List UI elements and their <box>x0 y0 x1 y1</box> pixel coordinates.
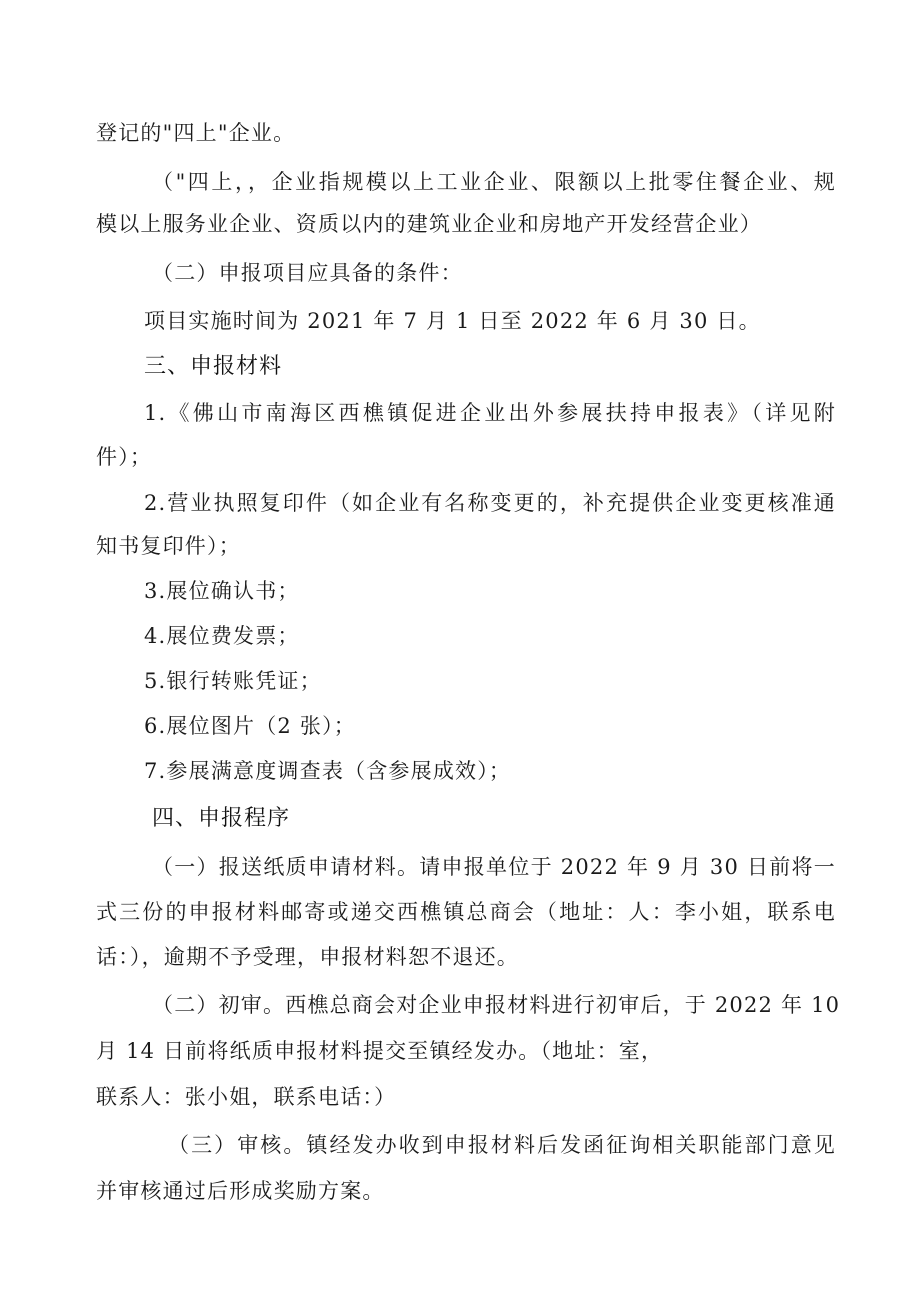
list-item: 4.展位费发票； <box>144 624 300 648</box>
list-item: 6.展位图片（2 张）； <box>144 714 356 738</box>
list-item: 2.营业执照复印件（如企业有名称变更的，补充提供企业变更核准通 <box>144 491 836 515</box>
subheading: （二）申报项目应具备的条件： <box>152 261 463 285</box>
paragraph-line: 项目实施时间为 2021 年 7 月 1 日至 2022 年 6 月 30 日。 <box>144 309 761 333</box>
paragraph-line: 话：），逾期不予受理，申报材料恕不退还。 <box>96 945 519 969</box>
paragraph-line: （"四上，，企业指规模以上工业企业、限额以上批零住餐企业、规 <box>152 170 836 194</box>
paragraph-line: 式三份的申报材料邮寄或递交西樵镇总商会（地址：人：李小姐，联系电 <box>96 900 836 924</box>
list-item: 3.展位确认书； <box>144 579 300 603</box>
list-item: 5.银行转账凭证； <box>144 669 322 693</box>
list-item: 1.《佛山市南海区西樵镇促进企业出外参展扶持申报表》（详见附 <box>144 401 836 425</box>
section-heading: 三、申报材料 <box>144 354 283 379</box>
paragraph-line: 模以上服务业企业、资质以内的建筑业企业和房地产开发经营企业） <box>96 212 762 236</box>
list-item: 7.参展满意度调查表（含参展成效）； <box>144 759 512 783</box>
paragraph-line: （二）初审。西樵总商会对企业申报材料进行初审后，于 2022 年 10 <box>152 993 841 1017</box>
section-heading: 四、申报程序 <box>152 806 291 831</box>
paragraph-line: 登记的"四上"企业。 <box>96 121 296 145</box>
list-item-continuation: 件）； <box>96 445 153 469</box>
paragraph-line: （三）审核。镇经发办收到申报材料后发函征询相关职能部门意见 <box>168 1133 836 1157</box>
paragraph-line: 联系人：张小姐，联系电话：） <box>96 1085 397 1109</box>
list-item-continuation: 知书复印件）； <box>96 534 241 558</box>
paragraph-line: （一）报送纸质申请材料。请申报单位于 2022 年 9 月 30 日前将一 <box>152 855 836 879</box>
paragraph-line: 并审核通过后形成奖励方案。 <box>96 1179 385 1203</box>
paragraph-line: 月 14 日前将纸质申报材料提交至镇经发办。（地址：室， <box>96 1039 664 1063</box>
